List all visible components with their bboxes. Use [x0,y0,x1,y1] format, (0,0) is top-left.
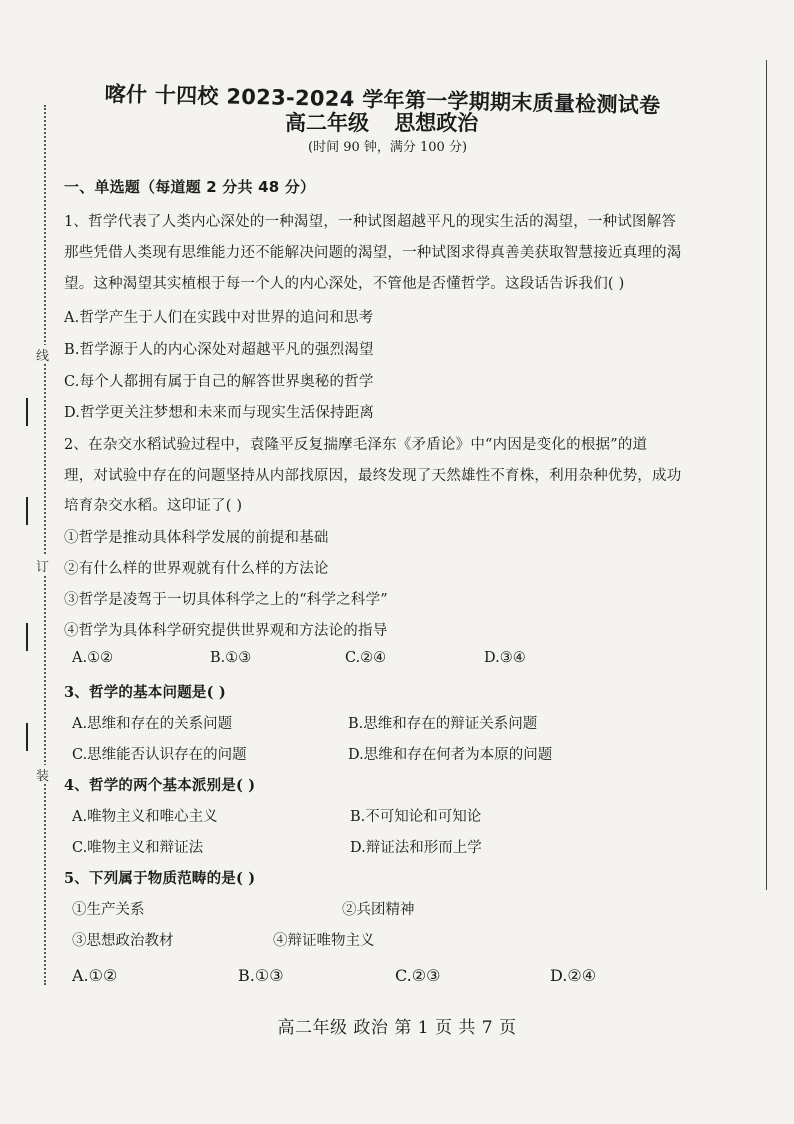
page-footer: 高二年级 政治 第 1 页 共 7 页 [277,1018,517,1038]
q1-option-b: B.哲学源于人的内心深处对超越平凡的强烈渴望 [64,342,374,358]
binding-char-order: 订 [36,556,49,575]
q5-option-b: B.①③ [238,966,284,985]
q2-stem-line: 2、在杂交水稻试验过程中，袁隆平反复揣摩毛泽东《矛盾论》中“内因是变化的根据”的道 [64,437,648,453]
q4-option-b: B.不可知论和可知论 [350,809,482,825]
q5-item: ④辩证唯物主义 [273,933,375,949]
exam-subtitle: 高二年级 思想政治 [285,111,479,135]
q3-option-c: C.思维能否认识存在的问题 [72,747,247,763]
q2-item: ①哲学是推动具体科学发展的前提和基础 [64,530,329,546]
q4-stem: 4、哲学的两个基本派别是( ) [64,777,256,794]
q2-option-a: A.①② [72,650,114,666]
q5-item: ③思想政治教材 [72,933,174,949]
binding-mark [26,497,32,525]
q1-stem-line: 那些凭借人类现有思维能力还不能解决问题的渴望，一种试图求得真善美获取智慧接近真理的渴 [64,245,682,261]
binding-char-bind: 装 [36,765,49,784]
q1-stem-line: 1、哲学代表了人类内心深处的一种渴望，一种试图超越平凡的现实生活的渴望，一种试图解答 [64,214,677,230]
binding-dotted-line [44,105,46,985]
q1-stem-line: 望。这种渴望其实植根于每一个人的内心深处，不管他是否懂哲学。这段话告诉我们( ) [64,276,625,292]
q5-stem: 5、下列属于物质范畴的是( ) [64,870,256,887]
q3-option-b: B.思维和存在的辩证关系问题 [348,716,538,732]
q4-option-c: C.唯物主义和辩证法 [72,840,204,856]
q2-stem-line: 理，对试验中存在的问题坚持从内部找原因，最终发现了天然雄性不育株，利用杂种优势，成功 [64,468,682,484]
binding-mark [26,623,32,651]
q2-item: ③哲学是凌驾于一切具体科学之上的“科学之科学” [64,592,388,608]
q3-stem: 3、哲学的基本问题是( ) [64,684,226,701]
q1-option-c: C.每个人都拥有属于自己的解答世界奥秘的哲学 [64,374,374,390]
q2-option-b: B.①③ [210,650,252,666]
q2-option-d: D.③④ [484,650,526,666]
q2-item: ④哲学为具体科学研究提供世界观和方法论的指导 [64,623,388,639]
q2-stem-line: 培育杂交水稻。这印证了( ) [64,498,243,514]
q1-option-d: D.哲学更关注梦想和未来而与现实生活保持距离 [64,405,375,421]
q3-option-d: D.思维和存在何者为本原的问题 [348,747,553,763]
section-heading: 一、单选题（每道题 2 分共 48 分） [64,178,316,196]
q5-item: ②兵团精神 [342,902,415,918]
q4-option-a: A.唯物主义和唯心主义 [72,809,218,825]
q1-option-a: A.哲学产生于人们在实践中对世界的追问和思考 [64,310,374,326]
time-note: (时间 90 钟，满分 100 分) [308,140,468,155]
binding-char-line: 线 [36,345,49,364]
q2-option-c: C.②④ [345,650,387,666]
exam-title: 喀什 十四校 2023-2024 学年第一学期期末质量检测试卷 [104,81,661,118]
q5-option-a: A.①② [72,966,118,985]
q5-option-c: C.②③ [395,966,441,985]
q5-item: ①生产关系 [72,902,145,918]
page-edge-line [766,60,767,890]
binding-mark [26,723,32,751]
q2-item: ②有什么样的世界观就有什么样的方法论 [64,561,329,577]
q5-option-d: D.②④ [550,966,597,985]
binding-mark [26,398,32,426]
q3-option-a: A.思维和存在的关系问题 [72,716,233,732]
q4-option-d: D.辩证法和形而上学 [350,840,482,856]
